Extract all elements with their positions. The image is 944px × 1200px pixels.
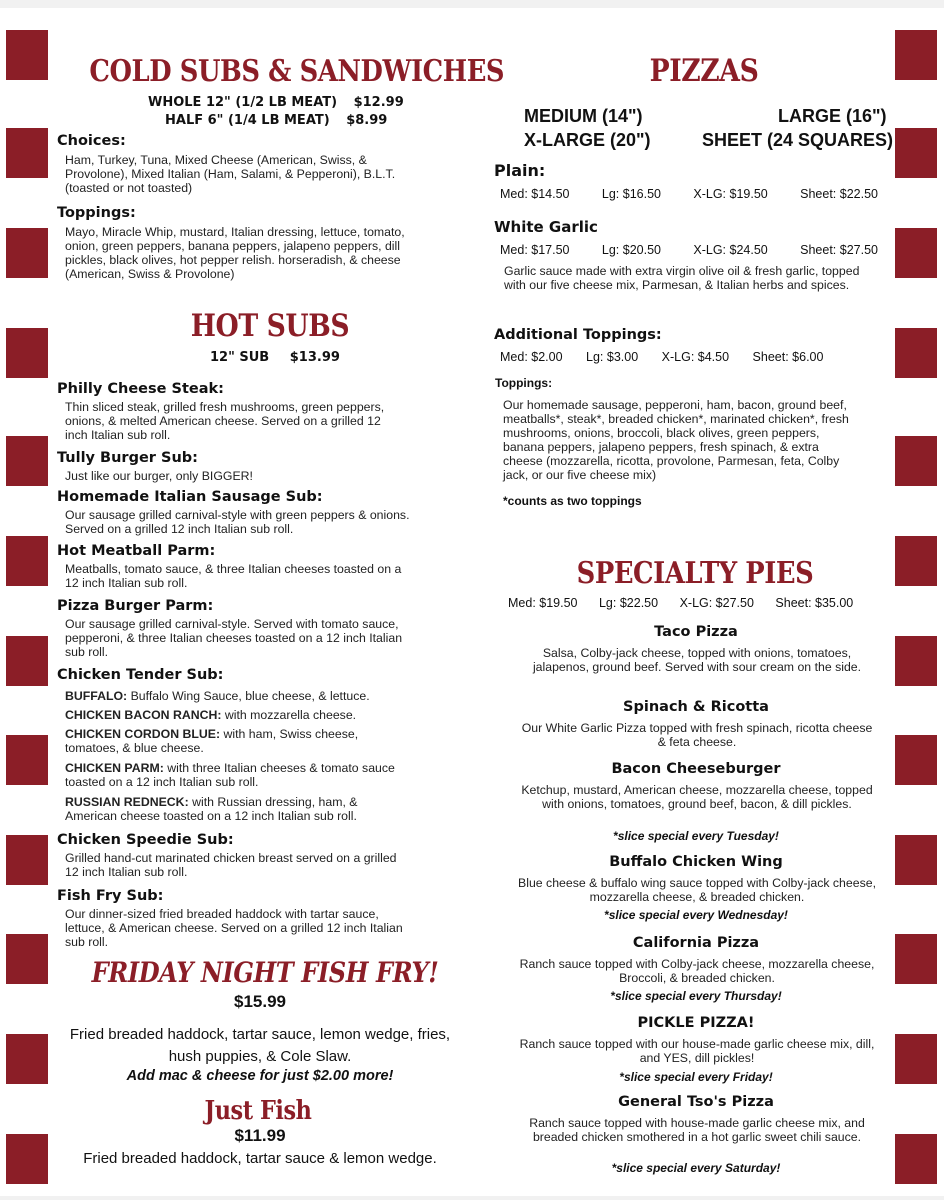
right-stripe-12 xyxy=(895,1134,937,1184)
left-stripe-12 xyxy=(6,1134,48,1184)
white-price-med: Med: $17.50 xyxy=(500,243,570,257)
speedie-desc: Grilled hand-cut marinated chicken breast served on a grilled 12 inch Italian sub roll. xyxy=(65,851,397,879)
philly-desc: Thin sliced steak, grilled fresh mushrooms, green peppers, onions, & melted American cheese. Served on a grilled 12 inch Italian sub roll. xyxy=(65,400,385,442)
cold-subs-half-price: $8.99 xyxy=(346,113,388,128)
fish-fry-price: $15.99 xyxy=(234,992,286,1011)
pizza-burger-desc: Our sausage grilled carnival-style. Served with tomato sauce, pepperoni, & three Italian cheeses toasted on a 12 inch Italian sub roll. xyxy=(65,617,403,659)
white-garlic-desc: Garlic sauce made with extra virgin olive oil & fresh garlic, topped with our five cheese mix, Parmesan, & Italian herbs and spices. xyxy=(504,264,860,292)
pie-buffalo-desc: Blue cheese & buffalo wing sauce topped with Colby-jack cheese, mozzarella cheese, & breaded chicken. xyxy=(518,876,876,904)
tender-parm-name: CHICKEN PARM: xyxy=(65,761,164,775)
pizza-burger-title: Pizza Burger Parm: xyxy=(57,598,214,614)
pie-tso-desc: Ranch sauce topped with house-made garlic cheese mix, and breaded chicken smothered in a hot garlic sweet chili sauce. xyxy=(529,1116,865,1144)
left-stripe-9 xyxy=(6,835,48,885)
plain-price-med: Med: $14.50 xyxy=(500,187,570,201)
left-stripe-8 xyxy=(6,735,48,785)
hot-subs-size: 12" SUB xyxy=(210,350,270,365)
spec-price-sheet: Sheet: $35.00 xyxy=(775,596,854,610)
pie-buffalo-name: Buffalo Chicken Wing xyxy=(609,854,783,870)
tender-russian-name: RUSSIAN REDNECK: xyxy=(65,795,189,809)
cold-subs-whole xyxy=(148,95,448,110)
cold-subs-whole-size: WHOLE 12" (1/2 LB MEAT) xyxy=(148,95,338,110)
fish-fry-sub-desc: Our dinner-sized fried breaded haddock with tartar sauce, lettuce, & American cheese. Served on a grilled 12 inch Italian sub roll. xyxy=(65,907,403,949)
plain-label: Plain: xyxy=(494,161,546,180)
pie-taco-name: Taco Pizza xyxy=(654,624,738,640)
pie-bacon-name: Bacon Cheeseburger xyxy=(611,761,781,777)
white-price-lg: Lg: $20.50 xyxy=(601,243,661,257)
just-fish-title: Just Fish xyxy=(204,1096,312,1126)
plain-price-lg: Lg: $16.50 xyxy=(601,187,661,201)
plain-price-sheet: Sheet: $22.50 xyxy=(800,187,878,201)
hot-subs-title: HOT SUBS xyxy=(190,308,350,344)
choices-text: Ham, Turkey, Tuna, Mixed Cheese (American, Swiss, & Provolone), Mixed Italian (Ham, Salami, & Pepperoni), B.L.T. (toasted or not toasted) xyxy=(65,153,396,195)
right-stripe-10 xyxy=(895,934,937,984)
white-garlic-label: White Garlic xyxy=(494,218,598,236)
left-stripe-7 xyxy=(6,636,48,686)
pie-pickle-desc: Ranch sauce topped with our house-made garlic cheese mix, dill, and YES, dill pickles! xyxy=(519,1037,875,1065)
tender-bacon-ranch-desc: with mozzarella cheese. xyxy=(221,708,357,722)
right-stripe-9 xyxy=(895,835,937,885)
cold-subs-title: COLD SUBS & SANDWICHES xyxy=(89,54,505,89)
meatball-title: Hot Meatball Parm: xyxy=(57,543,216,559)
hot-subs-price: $13.99 xyxy=(289,350,340,365)
white-garlic-prices xyxy=(500,243,878,257)
additional-toppings-label: Additional Toppings: xyxy=(494,327,662,343)
left-stripe-10 xyxy=(6,934,48,984)
left-stripe-3 xyxy=(6,228,48,278)
tully-title: Tully Burger Sub: xyxy=(57,450,198,466)
add-price-med: Med: $2.00 xyxy=(500,350,563,364)
right-stripe-7 xyxy=(895,636,937,686)
tender-cordon-blue-name: CHICKEN CORDON BLUE: xyxy=(65,727,221,741)
hot-subs-size-row xyxy=(210,350,410,365)
tender-bacon-ranch-name: CHICKEN BACON RANCH: xyxy=(65,708,222,722)
tender-buffalo xyxy=(65,689,410,703)
cold-toppings-label: Toppings: xyxy=(57,205,136,221)
fish-fry-sub-title: Fish Fry Sub: xyxy=(57,888,164,904)
pie-bacon-special: *slice special every Tuesday! xyxy=(613,829,779,843)
tender-buffalo-desc: Buffalo Wing Sauce, blue cheese, & lettuce. xyxy=(127,689,370,703)
choices-label: Choices: xyxy=(57,133,126,149)
tender-russian xyxy=(65,795,405,823)
add-price-lg: Lg: $3.00 xyxy=(586,350,639,364)
toppings-note: *counts as two toppings xyxy=(503,494,642,508)
fish-fry-desc: Fried breaded haddock, tartar sauce, lemon wedge, fries, hush puppies, & Cole Slaw. xyxy=(69,1026,451,1065)
pie-pickle-name: PICKLE PIZZA! xyxy=(637,1015,755,1031)
add-price-xlg: X-LG: $4.50 xyxy=(661,350,730,364)
white-price-xlg: X-LG: $24.50 xyxy=(693,243,768,257)
speedie-title: Chicken Speedie Sub: xyxy=(57,832,234,848)
pizza-size-xlarge: X-LARGE (20") xyxy=(524,130,651,150)
chicken-tender-title: Chicken Tender Sub: xyxy=(57,667,224,683)
pie-california-name: California Pizza xyxy=(632,935,760,951)
pizza-toppings-label: Toppings: xyxy=(495,376,553,390)
fish-fry-addon: Add mac & cheese for just $2.00 more! xyxy=(126,1068,394,1084)
tender-russian-desc: with Russian dressing, ham, & American cheese toasted on a 12 inch Italian sub roll. xyxy=(65,795,358,823)
pie-spinach-name: Spinach & Ricotta xyxy=(623,699,769,715)
right-stripe-3 xyxy=(895,228,937,278)
tender-bacon-ranch xyxy=(65,708,410,722)
pizza-size-sheet: SHEET (24 SQUARES) xyxy=(702,130,894,150)
left-stripe-5 xyxy=(6,436,48,486)
just-fish-desc: Fried breaded haddock, tartar sauce & lemon wedge. xyxy=(83,1150,437,1167)
sausage-desc: Our sausage grilled carnival-style with green peppers & onions. Served on a grilled 12 inch Italian sub roll. xyxy=(65,508,410,536)
meatball-desc: Meatballs, tomato sauce, & three Italian cheeses toasted on a 12 inch Italian sub roll. xyxy=(65,562,402,590)
left-stripe-1 xyxy=(6,30,48,80)
specialty-title: SPECIALTY PIES xyxy=(576,556,814,591)
pie-tso-name: General Tso's Pizza xyxy=(618,1094,774,1110)
tully-desc: Just like our burger, only BIGGER! xyxy=(65,469,253,483)
left-stripe-2 xyxy=(6,128,48,178)
plain-price-xlg: X-LG: $19.50 xyxy=(693,187,768,201)
spec-price-lg: Lg: $22.50 xyxy=(598,596,659,610)
tender-cordon-blue xyxy=(65,727,400,755)
tender-parm-desc: with three Italian cheeses & tomato sauce toasted on a 12 inch Italian sub roll. xyxy=(65,761,395,789)
specialty-prices xyxy=(508,596,888,610)
right-stripe-2 xyxy=(895,128,937,178)
pie-bacon-desc: Ketchup, mustard, American cheese, mozzarella cheese, topped with onions, tomatoes, ground beef, bacon, & dill pickles. xyxy=(521,783,873,811)
menu-page xyxy=(0,8,944,1196)
white-price-sheet: Sheet: $27.50 xyxy=(800,243,878,257)
pie-buffalo-special: *slice special every Wednesday! xyxy=(604,908,788,922)
fish-fry-title: FRIDAY NIGHT FISH FRY! xyxy=(91,956,439,989)
right-stripe-5 xyxy=(895,436,937,486)
cold-subs-half xyxy=(165,113,465,128)
philly-title: Philly Cheese Steak: xyxy=(57,381,224,397)
tender-buffalo-name: BUFFALO: xyxy=(65,689,128,703)
cold-subs-half-size: HALF 6" (1/4 LB MEAT) xyxy=(165,113,330,128)
left-stripe-11 xyxy=(6,1034,48,1084)
pizza-toppings-text: Our homemade sausage, pepperoni, ham, bacon, ground beef, meatballs*, steak*, breaded chicken*, marinated chicken*, fresh mushrooms, onions, broccoli, black olives, green peppers, banana peppers, jalapeno peppers, fresh spinach, & extra cheese (mozzarella, ricotta, provolone, Parmesan, feta, Colby jack, or our five cheese mix) xyxy=(503,398,849,482)
left-stripe-4 xyxy=(6,328,48,378)
pizzas-title: PIZZAS xyxy=(649,53,759,89)
additional-toppings-prices xyxy=(500,350,860,364)
left-stripe-6 xyxy=(6,536,48,586)
cold-toppings-text: Mayo, Miracle Whip, mustard, Italian dressing, lettuce, tomato, onion, green peppers, banana peppers, jalapeno peppers, dill pickles, black olives, hot pepper relish. horseradish, & cheese (American, Swiss & Provolone) xyxy=(65,225,405,281)
pie-spinach-desc: Our White Garlic Pizza topped with fresh spinach, ricotta cheese & feta cheese. xyxy=(521,721,873,749)
spec-price-xlg: X-LG: $27.50 xyxy=(679,596,754,610)
right-stripe-1 xyxy=(895,30,937,80)
pie-taco-desc: Salsa, Colby-jack cheese, topped with onions, tomatoes, jalapenos, ground beef. Served with sour cream on the side. xyxy=(532,646,862,674)
pizza-size-large: LARGE (16") xyxy=(778,106,887,126)
pie-tso-special: *slice special every Saturday! xyxy=(611,1161,781,1175)
pie-california-special: *slice special every Thursday! xyxy=(610,989,782,1003)
pizza-size-medium: MEDIUM (14") xyxy=(524,106,643,126)
right-stripe-8 xyxy=(895,735,937,785)
sausage-title: Homemade Italian Sausage Sub: xyxy=(57,489,323,505)
cold-subs-whole-price: $12.99 xyxy=(353,95,404,110)
tender-cordon-blue-desc: with ham, Swiss cheese, tomatoes, & blue cheese. xyxy=(65,727,359,755)
pie-california-desc: Ranch sauce topped with Colby-jack cheese, mozzarella cheese, Broccoli, & breaded chicken. xyxy=(519,957,875,985)
right-stripe-11 xyxy=(895,1034,937,1084)
plain-prices xyxy=(500,187,878,201)
spec-price-med: Med: $19.50 xyxy=(508,596,578,610)
right-stripe-6 xyxy=(895,536,937,586)
right-stripe-4 xyxy=(895,328,937,378)
add-price-sheet: Sheet: $6.00 xyxy=(752,350,824,364)
tender-parm xyxy=(65,761,400,789)
pie-pickle-special: *slice special every Friday! xyxy=(619,1070,773,1084)
just-fish-price: $11.99 xyxy=(234,1126,286,1145)
